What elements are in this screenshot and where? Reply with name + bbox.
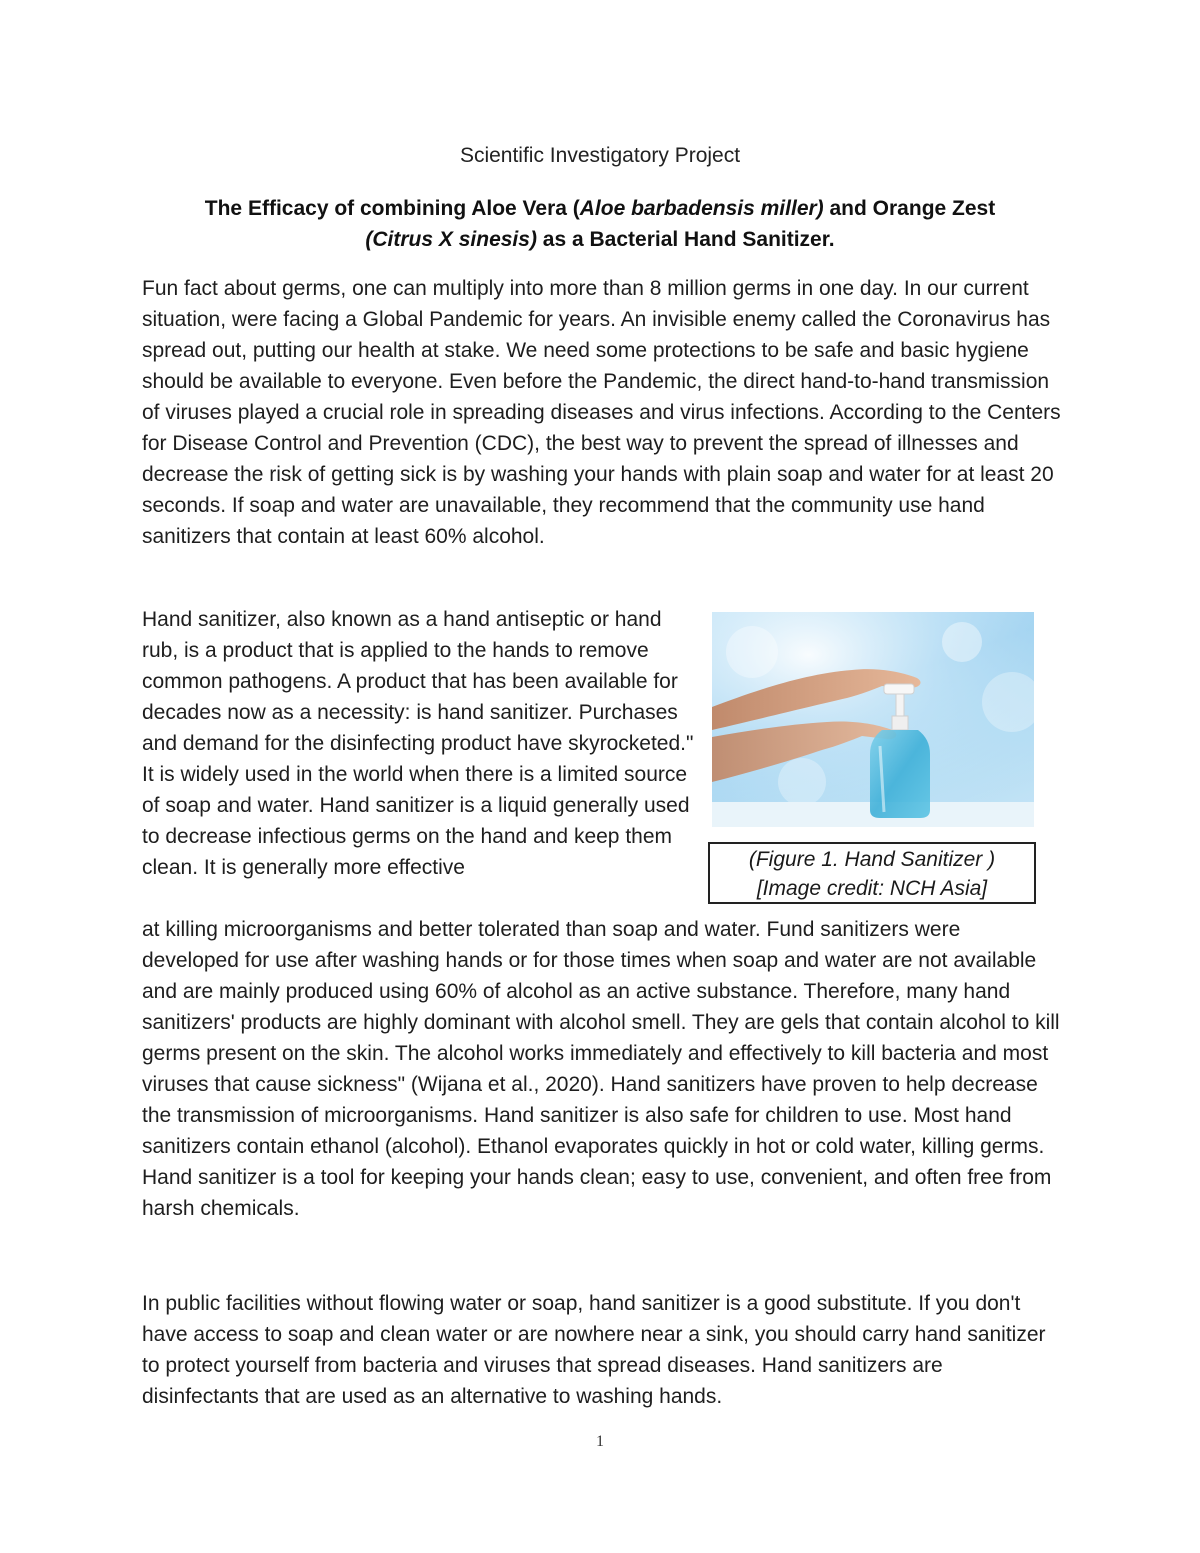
title-part-2: and Orange Zest [823, 197, 996, 220]
hand-sanitizer-image [712, 612, 1034, 827]
figure-caption-title: (Figure 1. Hand Sanitizer ) [748, 848, 996, 871]
title-scientific-name-orange: (Citrus X sinesis) [365, 228, 537, 251]
document-subtitle: Scientific Investigatory Project [459, 144, 741, 167]
document-title [120, 193, 1080, 255]
paragraph-intro: Fun fact about germs, one can multiply into more than 8 million germs in one day. In our current situation, were facing a Global Pandemic for years. An invisible enemy called the Coronavirus has spread out, putting our health at stake. We need some protections to be safe and basic hygiene should be available to everyone. Even before the Pandemic, the direct hand-to-hand transmission of viruses played a crucial role in spreading diseases and virus infections. According to the Centers for Disease Control and Prevention (CDC), the best way to prevent the spread of illnesses and decrease the risk of getting sick is by washing your hands with plain soap and water for at least 20 seconds. If soap and water are unavailable, they recommend that the community use hand sanitizers that contain at least 60% alcohol. [142, 277, 1061, 548]
figure-caption-credit: [Image credit: NCH Asia] [756, 877, 988, 900]
title-part-1: The Efficacy of combining Aloe Vera ( [204, 197, 580, 220]
title-part-3: as a Bacterial Hand Sanitizer. [536, 228, 835, 251]
page-number: 1 [596, 1433, 604, 1450]
figure-caption [708, 842, 1036, 904]
paragraph-sanitizer-continued: at killing microorganisms and better tolerated than soap and water. Fund sanitizers were developed for use after washing hands or for those times when soap and water are not available and are mainly produced using 60% of alcohol as an active substance. Therefore, many hand sanitizers' products are highly dominant with alcohol smell. They are gels that contain alcohol to kill germs present on the skin. The alcohol works immediately and effectively to kill bacteria and most viruses that cause sickness" (Wijana et al., 2020). Hand sanitizers have proven to help decrease the transmission of microorganisms. Hand sanitizer is also safe for children to use. Most hand sanitizers contain ethanol (alcohol). Ethanol evaporates quickly in hot or cold water, killing germs. Hand sanitizer is a tool for keeping your hands clean; easy to use, convenient, and often free from harsh chemicals. [142, 918, 1060, 1220]
paragraph-public-facilities: In public facilities without flowing water or soap, hand sanitizer is a good substitute. If you don't have access to soap and clean water or are nowhere near a sink, you should carry hand sanitizer to protect yourself from bacteria and viruses that spread diseases. Hand sanitizers are disinfectants that are used as an alternative to washing hands. [142, 1292, 1046, 1408]
hand-sanitizer-illustration [712, 612, 1034, 827]
paragraph-sanitizer-wrapped: Hand sanitizer, also known as a hand antiseptic or hand rub, is a product that is applied to the hands to remove common pathogens. A product that has been available for decades now as a necessity: is hand sanitizer. Purchases and demand for the disinfecting product have skyrocketed." It is widely used in the world when there is a limited source of soap and water. Hand sanitizer is a liquid generally used to decrease infectious germs on the hand and keep them clean. It is generally more effective [142, 608, 694, 879]
title-scientific-name-aloe: Aloe barbadensis miller) [579, 197, 824, 220]
